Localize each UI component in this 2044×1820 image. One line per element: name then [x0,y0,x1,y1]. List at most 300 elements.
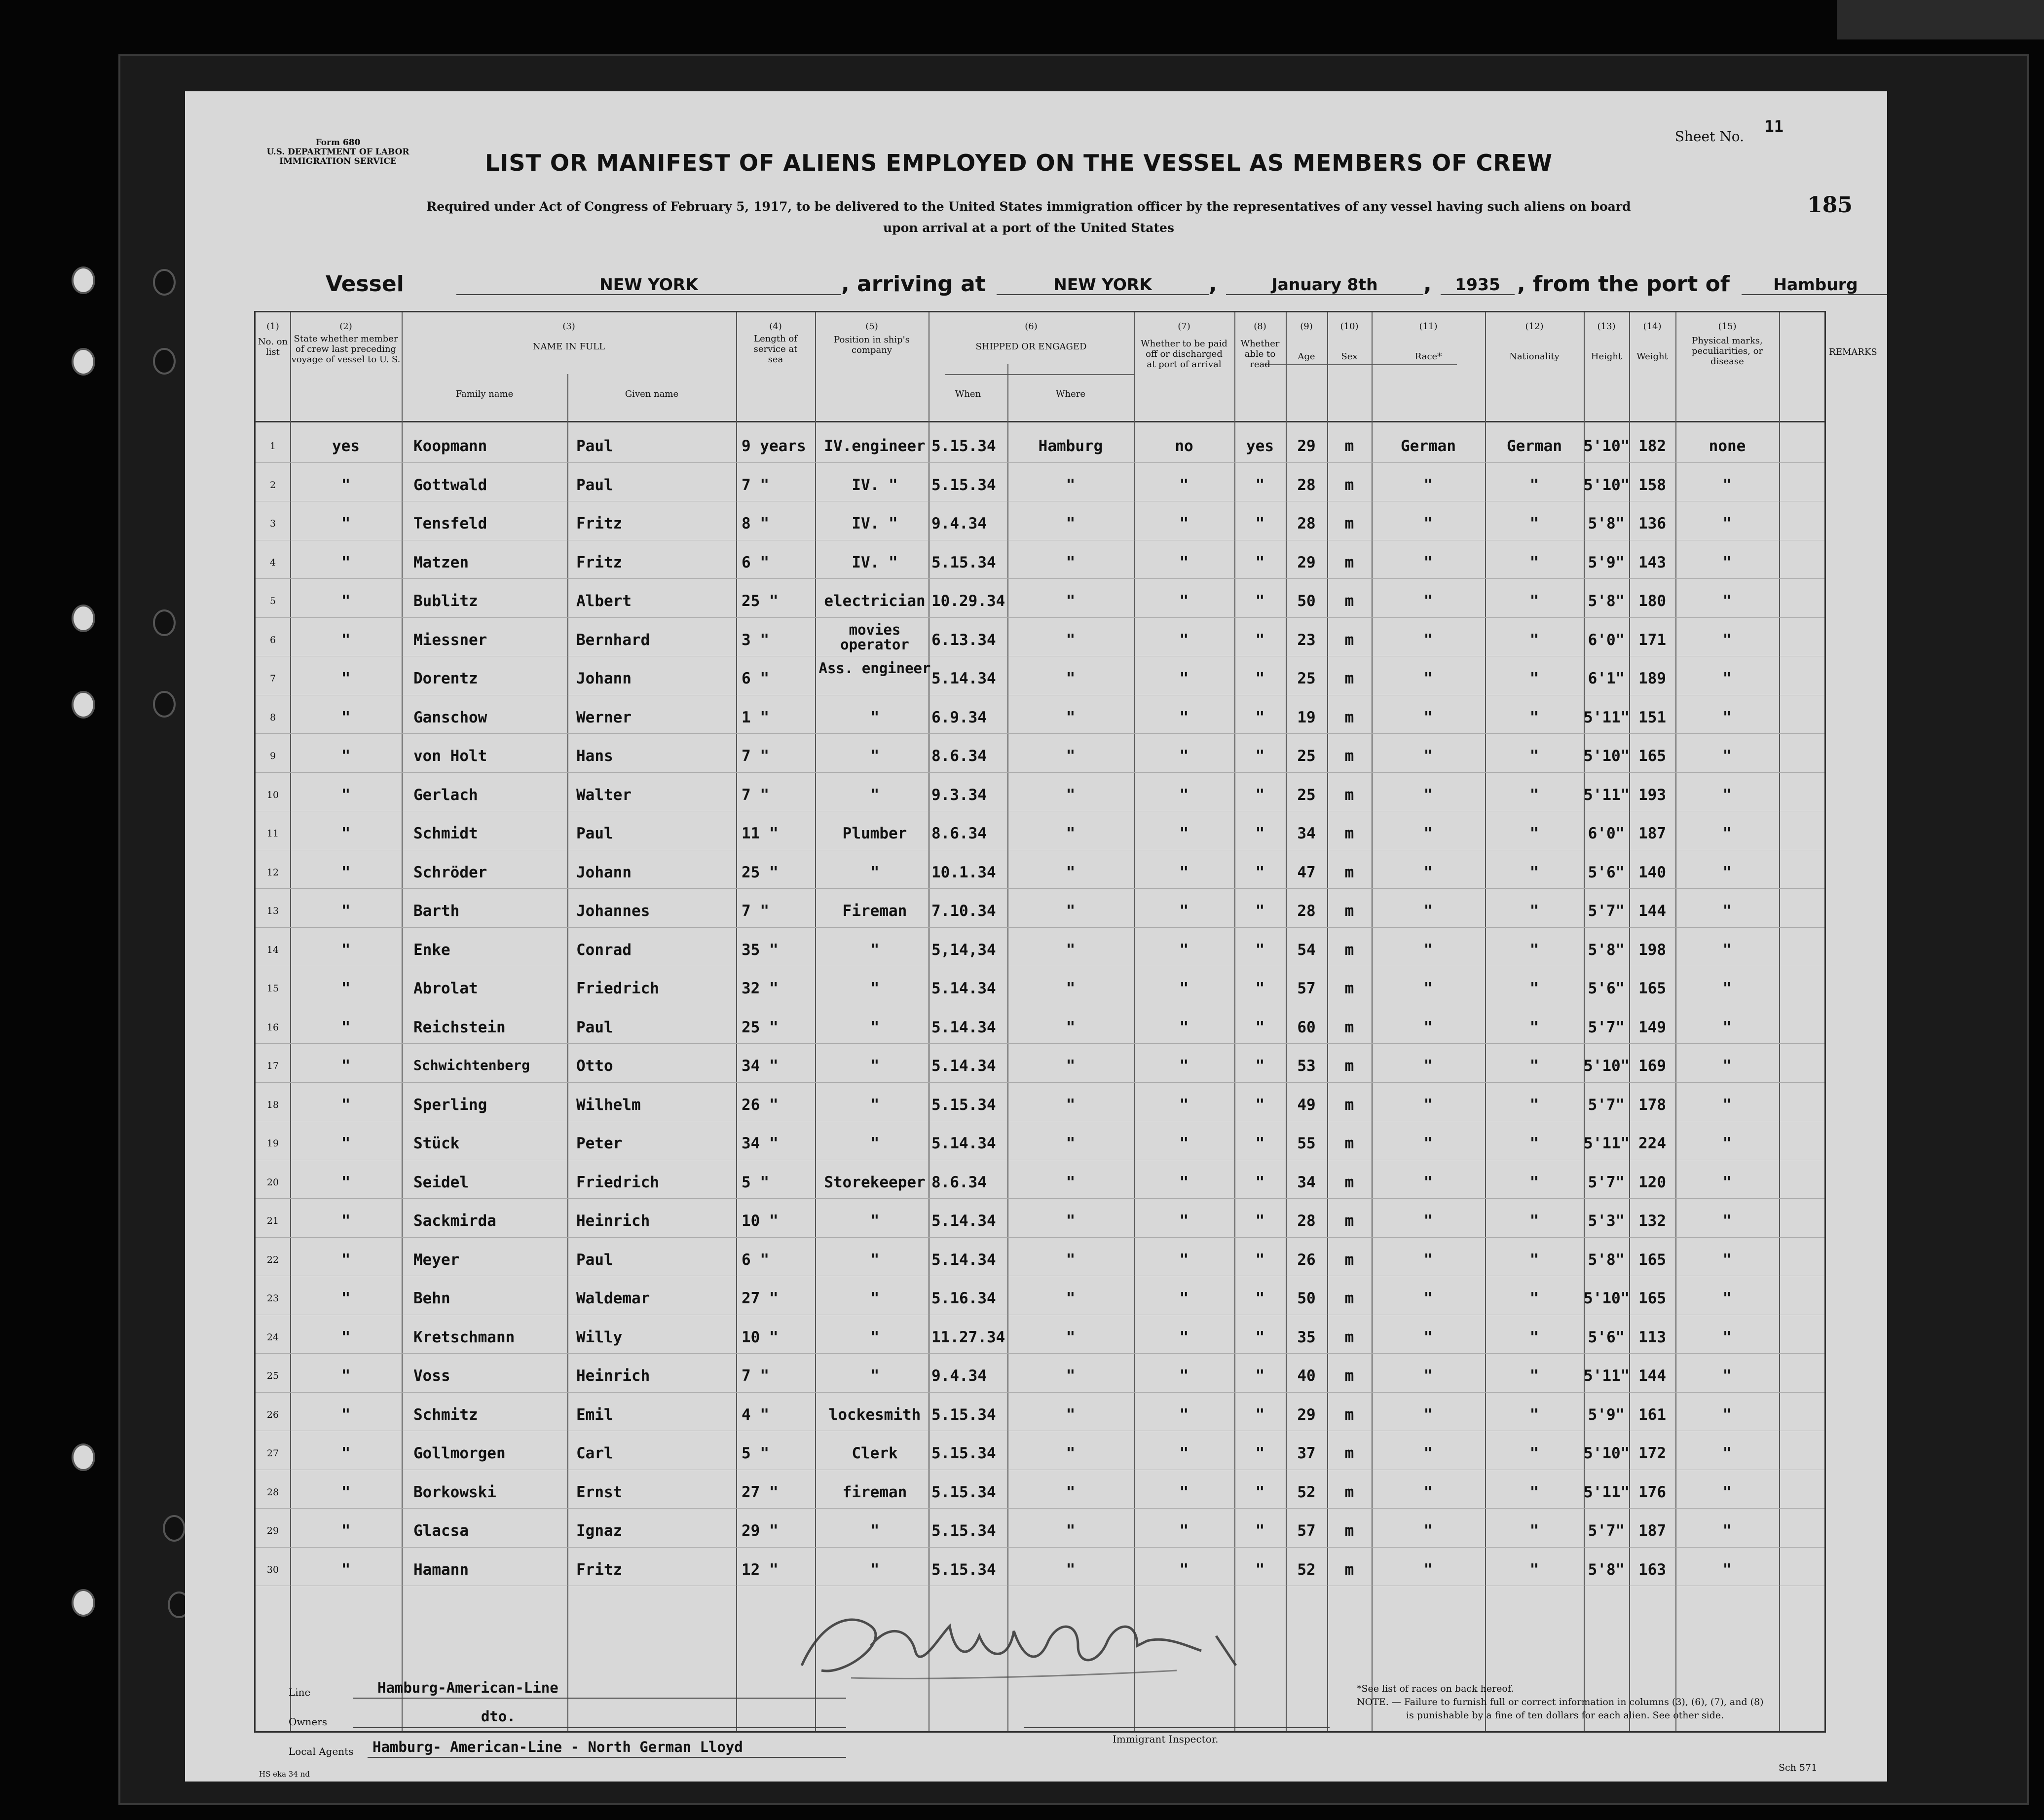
cell-weight: 165 [1638,1251,1666,1269]
cell-height: 5'8" [1588,1560,1625,1579]
cell-nat: " [1529,631,1539,649]
row-rule [256,1043,1824,1044]
cell-when: 5.15.34 [931,476,996,494]
cell-read: " [1255,1405,1265,1424]
cell-sex: m [1344,592,1354,610]
line-value: Hamburg-American-Line [377,1679,558,1696]
cell-age: 25 [1297,747,1316,765]
cell-weight: 176 [1638,1483,1666,1501]
cell-where: " [1066,786,1076,804]
cell-length: 9 years [742,437,806,455]
cell-position: " [870,1328,880,1346]
cell-where: " [1066,476,1076,494]
where-header: Where [1055,389,1085,399]
cell-height: 5'7" [1588,902,1625,920]
cell-nat: " [1529,670,1539,687]
row-rule [256,1508,1824,1509]
cell-marks: " [1722,631,1732,649]
cell-height: 5'8" [1588,515,1625,532]
row-number: 26 [266,1409,279,1420]
cell-nat: " [1529,786,1539,804]
cell-paid: " [1179,1483,1189,1501]
col1-title: No. on list [258,337,288,357]
cell-prev: " [341,1560,351,1579]
cell-position: " [870,1522,880,1540]
cell-sex: m [1344,747,1354,765]
cell-nat: " [1529,1018,1539,1036]
cell-where: " [1066,1096,1076,1114]
cell-age: 29 [1297,1405,1316,1424]
cell-race: " [1423,1212,1433,1230]
column-divider [1779,312,1780,1731]
cell-family: Gottwald [413,476,487,494]
cell-race: " [1423,1173,1433,1191]
cell-height: 5'6" [1588,863,1625,881]
cell-height: 5'11" [1584,1367,1630,1385]
arriving-label: , arriving at [841,271,986,297]
page-number: 185 [1807,192,1853,218]
cell-read: " [1255,1135,1265,1152]
cell-weight: 149 [1638,1018,1666,1036]
row-number: 9 [269,751,276,761]
cell-paid: " [1179,1367,1189,1385]
cell-position: fireman [842,1483,907,1501]
cell-position: " [870,1057,880,1075]
cell-position: " [870,1096,880,1114]
cell-position: movies operator [840,621,909,653]
cell-height: 5'8" [1588,941,1625,959]
cell-weight: 165 [1638,980,1666,997]
col9-header [1286,321,1327,362]
cell-read: " [1255,786,1265,804]
cell-race: " [1423,1096,1433,1114]
cell-read: " [1255,1096,1265,1114]
cell-read: " [1255,515,1265,532]
cell-sex: m [1344,1405,1354,1424]
cell-position: Plumber [842,825,907,842]
cell-sex: m [1344,825,1354,842]
cell-family: Meyer [413,1251,460,1269]
cell-height: 5'11" [1584,786,1630,804]
cell-family: Sackmirda [413,1212,496,1230]
cell-sex: m [1344,631,1354,649]
cell-paid: " [1179,825,1189,842]
cell-prev: " [341,592,351,610]
col8-header [1234,321,1286,370]
cell-family: Tensfeld [413,515,487,532]
row-number: 23 [266,1293,279,1304]
row-rule [256,888,1824,889]
cell-paid: " [1179,670,1189,687]
binder-hole [153,609,176,636]
cell-when: 5.14.34 [931,1251,996,1269]
cell-age: 29 [1297,437,1316,455]
col14-title: Weight [1636,351,1668,362]
cell-weight: 132 [1638,1212,1666,1230]
cell-marks: " [1722,515,1732,532]
col13-number: (13) [1597,321,1616,332]
cell-position: " [870,1018,880,1036]
cell-when: 8.6.34 [931,1173,987,1191]
cell-position: " [870,786,880,804]
cell-given: Paul [576,476,613,494]
cell-when: 9.4.34 [931,1367,987,1385]
cell-given: Waldemar [576,1289,650,1307]
row-rule [256,927,1824,928]
cell-sex: m [1344,437,1354,455]
col3-number: (3) [562,321,575,332]
cell-position: " [870,1135,880,1152]
cell-position: Storekeeper [824,1173,926,1191]
row-rule [256,1547,1824,1548]
cell-marks: " [1722,1173,1732,1191]
cell-family: Gollmorgen [413,1444,506,1462]
cell-marks: " [1722,1135,1732,1152]
manifest-subtitle [333,196,1724,238]
cell-family: Gerlach [413,786,478,804]
cell-nat: " [1529,863,1539,881]
cell-sex: m [1344,670,1354,687]
cell-where: " [1066,708,1076,726]
cell-sex: m [1344,1522,1354,1540]
binder-hole [153,269,176,296]
cell-family: Glacsa [413,1522,469,1540]
cell-length: 34 " [742,1057,779,1075]
cell-length: 29 " [742,1522,779,1540]
cell-nat: " [1529,1405,1539,1424]
cell-given: Otto [576,1057,613,1075]
row-number: 5 [269,596,276,607]
cell-weight: 163 [1638,1560,1666,1579]
cell-length: 4 " [742,1405,769,1424]
cell-given: Johann [576,863,632,881]
cell-paid: " [1179,592,1189,610]
cell-where: " [1066,1289,1076,1307]
cell-where: " [1066,670,1076,687]
cell-when: 5.14.34 [931,670,996,687]
row-number: 6 [269,634,276,645]
row-rule [256,1353,1824,1354]
cell-where: Hamburg [1038,437,1103,455]
cell-age: 49 [1297,1096,1316,1114]
cell-family: Borkowski [413,1483,496,1501]
binder-hole [153,348,176,375]
cell-weight: 193 [1638,786,1666,804]
cell-when: 5.15.34 [931,1444,996,1462]
cell-marks: " [1722,1289,1732,1307]
cell-paid: " [1179,747,1189,765]
cell-height: 6'0" [1588,825,1625,842]
cell-height: 5'10" [1584,437,1630,455]
cell-height: 5'11" [1584,708,1630,726]
cell-given: Paul [576,437,613,455]
cell-height: 5'11" [1584,1135,1630,1152]
row-rule [256,578,1824,579]
cell-marks: " [1722,592,1732,610]
col4-title: Length of service at sea [753,334,798,365]
cell-when: 5.14.34 [931,1135,996,1152]
cell-position: Clerk [852,1444,898,1462]
cell-where: " [1066,1560,1076,1579]
cell-read: " [1255,553,1265,571]
cell-nat: " [1529,902,1539,920]
cell-length: 27 " [742,1289,779,1307]
cell-age: 57 [1297,980,1316,997]
cell-length: 25 " [742,863,779,881]
cell-when: 5.16.34 [931,1289,996,1307]
cell-sex: m [1344,1367,1354,1385]
cell-when: 5,14,34 [931,941,996,959]
cell-family: Behn [413,1289,450,1307]
cell-paid: " [1179,631,1189,649]
cell-where: " [1066,515,1076,532]
col1-number: (1) [266,321,279,332]
cell-marks: " [1722,902,1732,920]
cell-age: 57 [1297,1522,1316,1540]
cell-marks: " [1722,1251,1732,1269]
cell-where: " [1066,1212,1076,1230]
cell-read: " [1255,1328,1265,1346]
cell-weight: 144 [1638,902,1666,920]
cell-marks: " [1722,941,1732,959]
cell-weight: 144 [1638,1367,1666,1385]
cell-sex: m [1344,863,1354,881]
cell-prev: " [341,708,351,726]
film-edge [1837,0,2044,39]
cell-race: " [1423,1483,1433,1501]
cell-length: 6 " [742,1251,769,1269]
cell-weight: 165 [1638,1289,1666,1307]
cell-age: 28 [1297,902,1316,920]
cell-sex: m [1344,786,1354,804]
cell-weight: 161 [1638,1405,1666,1424]
col11-number: (11) [1419,321,1438,332]
cell-family: Schwichtenberg [413,1057,530,1073]
cell-height: 5'7" [1588,1018,1625,1036]
sheet-number-label: Sheet No. [1674,128,1744,145]
cell-length: 7 " [742,1367,769,1385]
service-name: IMMIGRATION SERVICE [279,156,397,166]
cell-where: " [1066,1251,1076,1269]
cell-race: " [1423,631,1433,649]
cell-marks: " [1722,980,1732,997]
cell-age: 29 [1297,553,1316,571]
cell-prev: " [341,1057,351,1075]
cell-where: " [1066,631,1076,649]
cell-nat: " [1529,1096,1539,1114]
departure-port: Hamburg [1742,275,1887,295]
cell-given: Werner [576,708,632,726]
cell-read: " [1255,1444,1265,1462]
cell-family: Schmitz [413,1405,478,1424]
cell-paid: " [1179,1560,1189,1579]
cell-position: Fireman [842,902,907,920]
cell-nat: " [1529,825,1539,842]
cell-age: 40 [1297,1367,1316,1385]
cell-where: " [1066,1173,1076,1191]
cell-when: 5.14.34 [931,1212,996,1230]
cell-read: " [1255,747,1265,765]
cell-read: " [1255,980,1265,997]
cell-length: 26 " [742,1096,779,1114]
cell-nat: " [1529,1251,1539,1269]
cell-height: 5'9" [1588,1405,1625,1424]
cell-weight: 136 [1638,515,1666,532]
cell-given: Ernst [576,1483,623,1501]
cell-paid: " [1179,1251,1189,1269]
cell-age: 55 [1297,1135,1316,1152]
cell-length: 1 " [742,708,769,726]
cell-race: " [1423,515,1433,532]
cell-read: yes [1246,437,1274,455]
cell-sex: m [1344,1328,1354,1346]
cell-when: 5.15.34 [931,553,996,571]
inspector-signature-line [1024,1727,1330,1728]
form-number: Form 680 [315,138,361,148]
cell-family: Schmidt [413,825,478,842]
cell-read: " [1255,1289,1265,1307]
cell-family: Abrolat [413,980,478,997]
cell-given: Conrad [576,941,632,959]
cell-length: 3 " [742,631,769,649]
cell-position: " [870,1289,880,1307]
cell-marks: " [1722,553,1732,571]
col2-title: State whether member of crew last preceding voyage of vessel to U. S. [291,334,401,365]
cell-where: " [1066,1057,1076,1075]
cell-paid: " [1179,786,1189,804]
cell-race: " [1423,592,1433,610]
cell-when: 8.6.34 [931,825,987,842]
binder-hole [72,266,95,294]
cell-length: 11 " [742,825,779,842]
cell-position: " [870,980,880,997]
cell-paid: " [1179,553,1189,571]
cell-position: " [870,1560,880,1579]
row-number: 12 [266,867,279,878]
cell-length: 10 " [742,1212,779,1230]
cell-prev: " [341,1289,351,1307]
col5-header [815,321,929,355]
cell-sex: m [1344,1212,1354,1230]
cell-given: Paul [576,825,613,842]
cell-when: 5.15.34 [931,1483,996,1501]
cell-given: Johann [576,670,632,687]
cell-nat: " [1529,1173,1539,1191]
cell-where: " [1066,1018,1076,1036]
cell-prev: " [341,863,351,881]
agents-label: Local Agents [289,1745,354,1757]
cell-age: 52 [1297,1483,1316,1501]
cell-weight: 120 [1638,1173,1666,1191]
vessel-label: Vessel [326,271,404,297]
binder-hole [72,1443,95,1471]
binder-hole [72,605,95,632]
cell-nat: " [1529,1212,1539,1230]
cell-prev: " [341,980,351,997]
owners-underline [353,1727,846,1728]
cell-age: 25 [1297,786,1316,804]
cell-family: Reichstein [413,1018,506,1036]
cell-sex: m [1344,1135,1354,1152]
cell-height: 5'10" [1584,1289,1630,1307]
cell-given: Fritz [576,553,623,571]
cell-age: 53 [1297,1057,1316,1075]
cell-position: " [870,863,880,881]
cell-sex: m [1344,1560,1354,1579]
cell-weight: 198 [1638,941,1666,959]
cell-when: 5.15.34 [931,1096,996,1114]
agents-underline [368,1757,846,1758]
comma-separator: , [1209,271,1217,297]
cell-length: 27 " [742,1483,779,1501]
cell-race: " [1423,980,1433,997]
cell-given: Paul [576,1251,613,1269]
cell-where: " [1066,941,1076,959]
cell-read: " [1255,825,1265,842]
cell-height: 5'10" [1584,1057,1630,1075]
cell-where: " [1066,980,1076,997]
row-number: 4 [269,557,276,568]
col8-number: (8) [1254,321,1266,332]
cell-position: electrician [824,592,926,610]
cell-family: Matzen [413,553,469,571]
col15-number: (15) [1718,321,1737,332]
owners-label: Owners [289,1716,328,1728]
cell-paid: " [1179,515,1189,532]
cell-marks: " [1722,1096,1732,1114]
cell-nat: " [1529,1483,1539,1501]
cell-marks: " [1722,747,1732,765]
cell-read: " [1255,631,1265,649]
manifest-page [185,91,1887,1782]
cell-weight: 172 [1638,1444,1666,1462]
cell-read: " [1255,1367,1265,1385]
arrival-date: January 8th [1226,275,1423,295]
cell-family: Voss [413,1367,450,1385]
col12-header [1485,321,1584,362]
cell-race: " [1423,1405,1433,1424]
col6-number: (6) [1025,321,1038,332]
cell-read: " [1255,708,1265,726]
cell-given: Carl [576,1444,613,1462]
cell-weight: 187 [1638,825,1666,842]
race-note: *See list of races on back hereof. [1357,1683,1514,1694]
cell-length: 7 " [742,747,769,765]
cell-paid: " [1179,1057,1189,1075]
row-number: 18 [266,1099,279,1110]
cell-read: " [1255,1018,1265,1036]
cell-when: 6.9.34 [931,708,987,726]
binder-hole [72,1589,95,1617]
cell-prev: " [341,515,351,532]
cell-when: 5.15.34 [931,1560,996,1579]
owners-value: dto. [481,1708,516,1725]
cell-race: " [1423,747,1433,765]
cell-race: " [1423,941,1433,959]
cell-prev: " [341,1212,351,1230]
cell-family: Seidel [413,1173,469,1191]
cell-nat: " [1529,1522,1539,1540]
cell-paid: " [1179,1405,1189,1424]
col14-header [1629,321,1675,362]
crew-table [254,311,1877,1733]
cell-position: " [870,941,880,959]
cell-sex: m [1344,902,1354,920]
row-number: 25 [266,1370,279,1381]
cell-nat: " [1529,476,1539,494]
cell-age: 19 [1297,708,1316,726]
cell-height: 5'7" [1588,1522,1625,1540]
